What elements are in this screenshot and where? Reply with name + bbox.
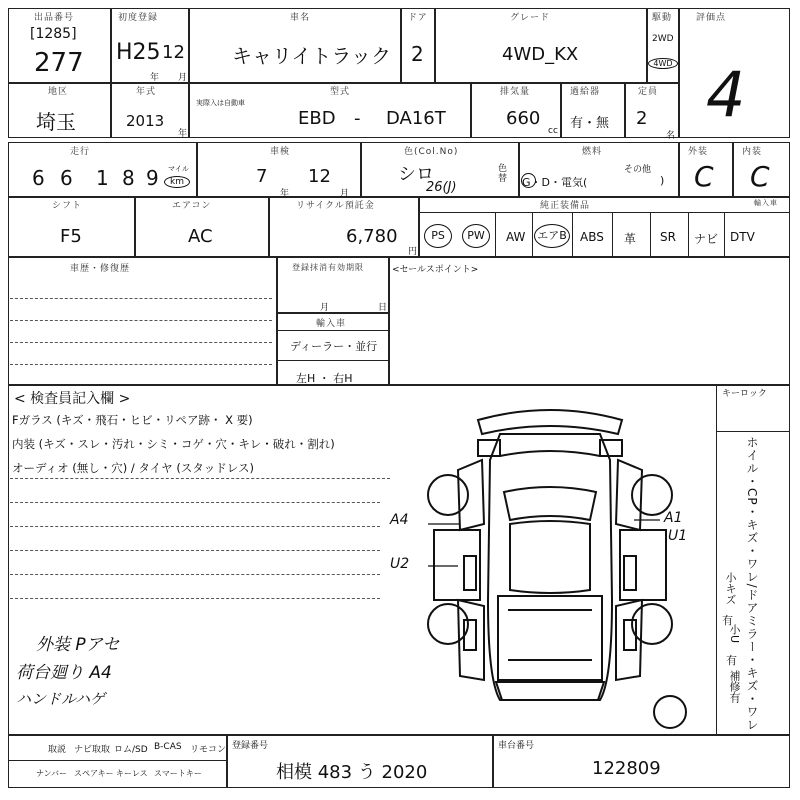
score-value: 4 [706,58,746,131]
displacement-header: 排気量 [500,87,531,97]
handwritten-note-2: 荷台廻り A4 [16,663,112,683]
mileage-digit-4: 8 [122,166,135,190]
right-small-scratch-yes: 有 [722,614,733,627]
equip-leather: 革 [624,232,637,246]
equip-pw: PW [462,224,490,248]
footer-chassis-label: 車台番号 [498,741,535,751]
inspector-line-2: 内装 (キズ・スレ・汚れ・シミ・コゲ・穴・キレ・破れ・割れ) [12,437,335,451]
equip-sunroof: SR [660,230,676,244]
exterior-grade: C [694,160,714,193]
drive-4wd-circled: 4WD [648,58,678,69]
right-small-u: 小U [728,624,741,644]
footer-items-rule [8,760,228,761]
first-reg-month-label: 月 [178,73,188,83]
color-name: シロ [398,164,434,185]
inspection-month-label: 月 [340,189,350,199]
handwritten-note-3: ハンドルハゲ [16,690,105,708]
fuel-other-label: その他 [624,165,652,175]
recycle-amount: 6,780 [346,226,398,247]
region-header: 地区 [48,87,69,97]
interior-header: 内装 [742,147,763,157]
fuel-close: ) [660,174,665,187]
first-reg-year-label: 年 [150,73,160,83]
mark-a4: A4 [390,512,409,528]
footer-item-bcas: B-CAS [154,742,182,752]
displacement-value: 660 [506,108,541,129]
region-value: 埼玉 [36,110,76,134]
footer-item-manual: 取説 [48,745,67,755]
car-name-header: 車名 [290,13,311,23]
reg-deadline-day: 日 [378,303,388,313]
history-line-2 [10,320,272,321]
year-label: 年 [178,129,188,139]
year-header: 年式 [136,87,157,97]
right-small-u-yes: 有 [726,654,737,667]
first-reg-month: 12 [162,42,185,63]
inspector-title: < 検査員記入欄 > [14,391,131,407]
mileage-digit-5: 9 [146,166,159,190]
mark-a1: A1 [664,510,683,526]
reg-deadline-month: 月 [320,303,330,313]
color-code: 26(J) [426,180,457,195]
inspection-month: 12 [308,166,331,187]
sales-point-header: <セールスポイント> [392,265,479,275]
import-header: 輸入車 [316,319,347,329]
first-reg-era: H25 [116,40,161,65]
footer-item-rom: ロム/SD [114,745,148,755]
right-small-scratch: 小キズ [724,572,737,605]
equip-divider-3 [572,212,573,258]
fuel-circle-mark [521,173,536,188]
history-line-4 [10,364,272,365]
first-reg-header: 初度登録 [118,13,159,23]
color-header: 色(Col.No) [404,147,459,157]
sales-point-box [388,256,790,386]
model-code: DA16T [386,108,446,129]
import-rule-2 [276,360,390,361]
car-name: キャリイトラック [232,44,391,68]
recycle-unit: 円 [408,247,418,257]
doors-value: 2 [411,42,424,66]
reg-deadline-header: 登録抹消有効期限 [292,263,364,272]
fuel-options: G・D・電気( [522,176,588,189]
equip-airbag: エアB [534,224,570,248]
doors-header: ドア [408,13,428,23]
equipment-header: 純正装備品 [540,201,591,211]
model-prefix: EBD [298,108,336,129]
handwritten-note-1: 外装 Pアセ [36,635,120,655]
mileage-unit-top: マイル [168,165,189,173]
history-box [8,256,278,386]
inspection-year-label: 年 [280,189,290,199]
equip-divider-5 [650,212,651,258]
footer-item-plate: ナンバー [36,769,68,778]
interior-grade: C [750,160,770,193]
equip-abs: ABS [580,230,604,244]
footer-item-navi: ナビ取取 [74,745,111,755]
exterior-header: 外装 [688,147,709,157]
equip-navi: ナビ [694,232,719,246]
keylock-label: キーロック [722,389,767,399]
mileage-digit-3: 1 [96,166,109,190]
mileage-digit-1: 6 [32,166,45,190]
equip-aw: AW [506,230,526,244]
model-header: 型式 [330,87,351,97]
footer-reg-value: 相模 483 う 2020 [276,762,428,783]
import-hand: 左H ・ 右H [296,372,353,385]
year-value: 2013 [126,112,165,130]
history-line-1 [10,298,272,299]
equip-divider-6 [688,212,689,258]
import-dealer: ディーラー・並行 [290,340,378,353]
color-tag: 色替 [498,164,508,184]
footer-item-keyless: キーレス [116,769,148,778]
history-header: 車歴・修復歴 [70,264,131,274]
inspection-year: 7 [256,166,268,187]
aircon-header: エアコン [172,201,212,211]
car-diagram [380,400,720,730]
aircon-value: AC [188,226,213,247]
turbo-value: 有・無 [570,116,610,131]
inspector-rule-3 [10,526,380,527]
inspector-rule-6 [10,598,380,599]
drive-2wd: 2WD [652,34,674,44]
equip-divider-4 [612,212,613,258]
lot-number: 277 [34,48,84,78]
footer-item-spare-key: スペアキー [74,769,114,778]
equip-divider-2 [532,212,533,258]
inspector-rule-5 [10,574,380,575]
displacement-unit: cc [548,126,558,136]
drive-header: 駆動 [652,13,673,23]
inspection-header: 車検 [270,147,291,157]
right-vertical-notes: ホイル・CP・キズ・ワレ/ドアミラー・キズ・ワレ [745,436,759,732]
history-line-3 [10,342,272,343]
footer-item-smart-key: スマートキー [154,769,202,778]
equip-ps: PS [424,224,452,248]
grade-value: 4WD_KX [502,44,579,65]
right-repair: 補修有 [728,670,741,703]
mileage-unit-km: km [164,176,190,188]
equip-dtv: DTV [730,230,755,244]
score-header: 評価点 [696,13,727,23]
import-header-small: 輸入車 [754,199,778,207]
import-rule-1 [276,330,390,331]
fuel-header: 燃料 [582,147,603,157]
lot-sub-number: [1285] [30,26,77,42]
capacity-header: 定員 [638,87,659,97]
footer-item-remote: リモコン [190,745,227,755]
equip-divider-7 [724,212,725,258]
grade-header: グレード [510,13,551,23]
capacity-unit: 名 [666,131,676,141]
shift-value: F5 [60,226,82,247]
mark-u1: U1 [668,528,688,544]
turbo-header: 過給器 [570,87,601,97]
equip-divider-1 [495,212,496,258]
footer-chassis-value: 122809 [592,758,661,779]
footer-reg-label: 登録番号 [232,741,269,751]
mileage-digit-2: 6 [60,166,73,190]
equip-header-rule [418,212,790,213]
inspector-line-1: Fガラス (キズ・飛石・ヒビ・リペア跡・ X 要) [12,413,253,427]
inspector-rule-2 [10,502,380,503]
lot-header: 出品番号 [34,13,75,23]
recycle-header: リサイクル預託金 [296,201,375,211]
capacity-value: 2 [636,108,648,129]
model-dash: - [354,108,361,129]
mileage-header: 走行 [70,147,91,157]
inspector-rule-1 [10,478,390,479]
shift-header: シフト [52,201,83,211]
inspector-line-3: オーディオ (無し・穴) / タイヤ (スタッドレス) [12,461,254,475]
inspector-rule-4 [10,550,380,551]
mark-u2: U2 [390,556,410,572]
year-note: 実際入は自動車 [196,99,245,107]
